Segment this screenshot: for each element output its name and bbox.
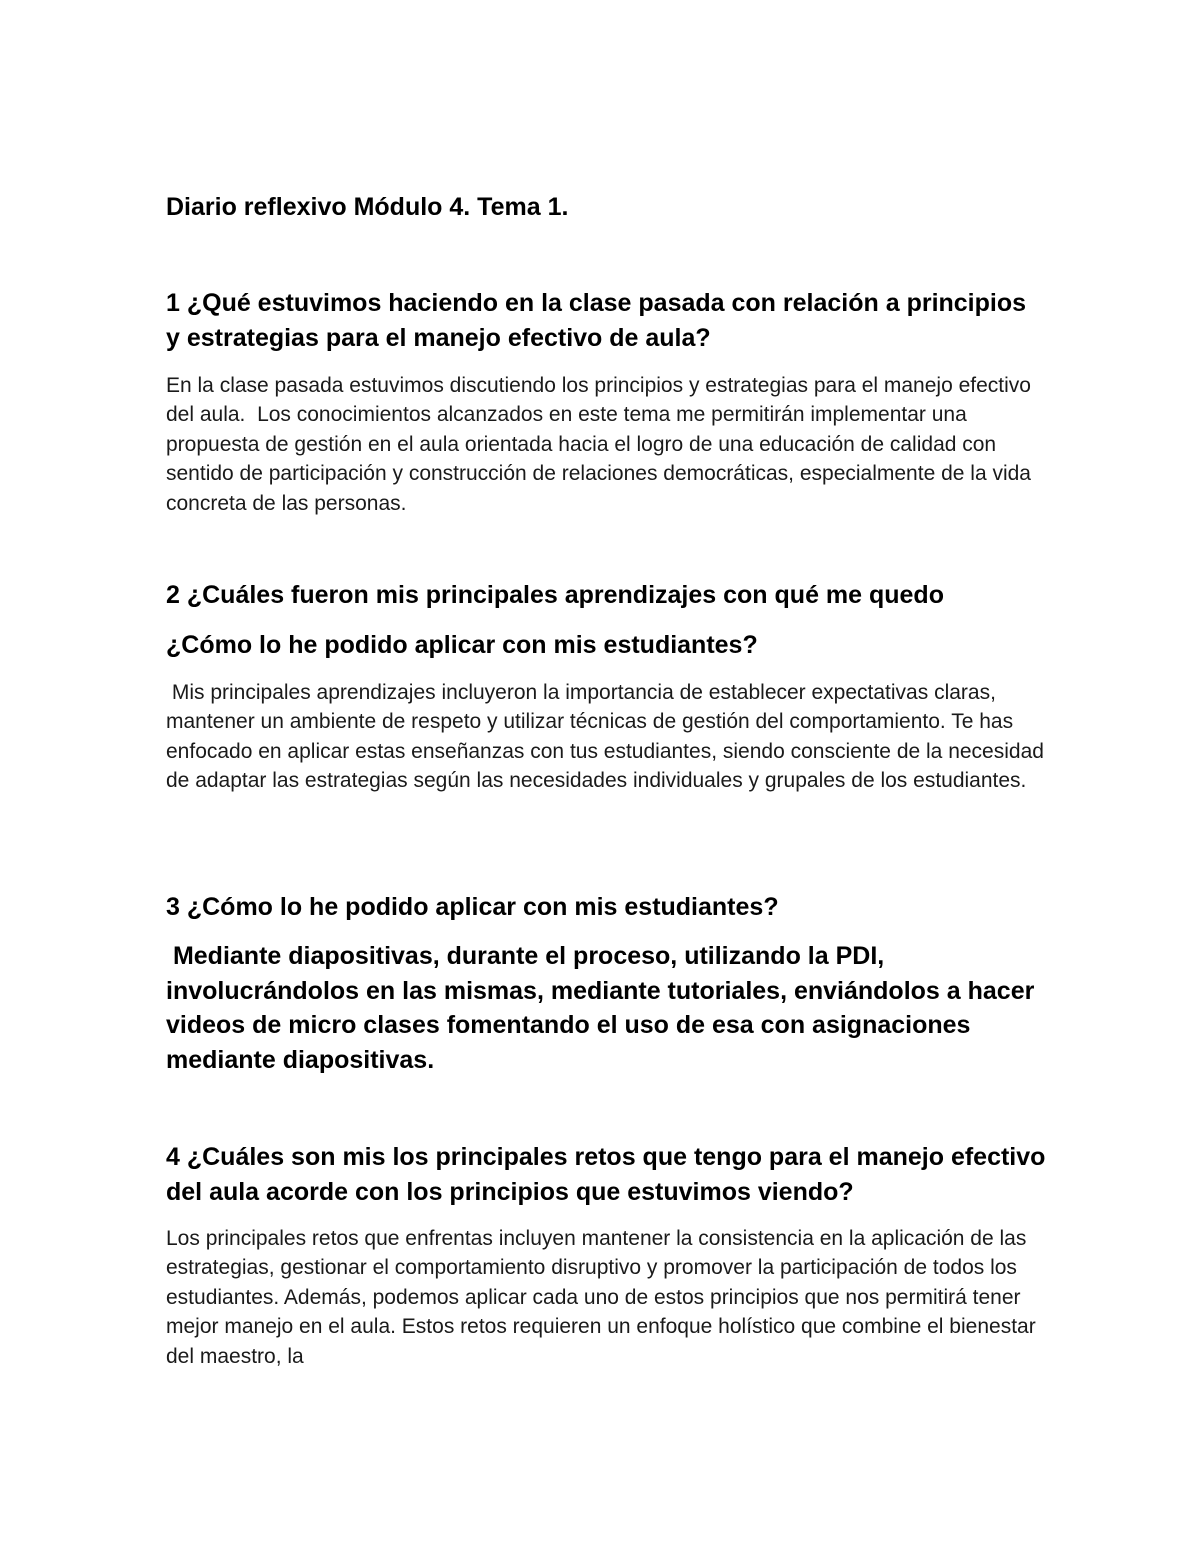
- question-4-heading: 4 ¿Cuáles son mis los principales retos que tengo para el manejo efectivo del aula acorde con los principios que estuvimos viendo?: [166, 1143, 1046, 1206]
- answer-1-paragraph: En la clase pasada estuvimos discutiendo los principios y estrategias para el manejo efectivo del aula. Los conocimientos alcanzados en este tema me permitirán implementar una propuesta de gestión en el aula orientada hacia el logro de una educación de calidad con sentido de participación y construcción de relaciones democráticas, especialmente de la vida concreta de las personas.: [166, 374, 1037, 515]
- answer-4-paragraph: Los principales retos que enfrentas incluyen mantener la consistencia en la aplicación de las estrategias, gestionar el comportamiento disruptivo y promover la participación de todos los estudiantes. Además, podemos aplicar cada uno de estos principios que nos permitirá tener mejor manejo en el aula. Estos retos requieren un enfoque holístico que combine el bienestar del maestro, la: [166, 1227, 1042, 1368]
- answer-3-paragraph: Mediante diapositivas, durante el proceso, utilizando la PDI, involucrándolos en las mismas, mediante tutoriales, enviándolos a hacer videos de micro clases fomentando el uso de esa con asignaciones mediante diapositivas.: [166, 942, 1042, 1074]
- question-3-heading: 3 ¿Cómo lo he podido aplicar con mis estudiantes?: [166, 893, 779, 921]
- document-title: Diario reflexivo Módulo 4. Tema 1.: [166, 193, 569, 221]
- question-2-heading-line2: ¿Cómo lo he podido aplicar con mis estudiantes?: [166, 631, 758, 659]
- question-2-heading-line1: 2 ¿Cuáles fueron mis principales aprendizajes con qué me quedo: [166, 581, 944, 609]
- question-1-heading: 1 ¿Qué estuvimos haciendo en la clase pasada con relación a principios y estrategias para el manejo efectivo de aula?: [166, 289, 1027, 352]
- answer-2-paragraph: Mis principales aprendizajes incluyeron la importancia de establecer expectativas claras, mantener un ambiente de respeto y utilizar técnicas de gestión del comportamiento. Te has enfocado en aplicar estas enseñanzas con tus estudiantes, siendo consciente de la necesidad de adaptar las estrategias según las necesidades individuales y grupales de los estudiantes.: [166, 681, 1050, 793]
